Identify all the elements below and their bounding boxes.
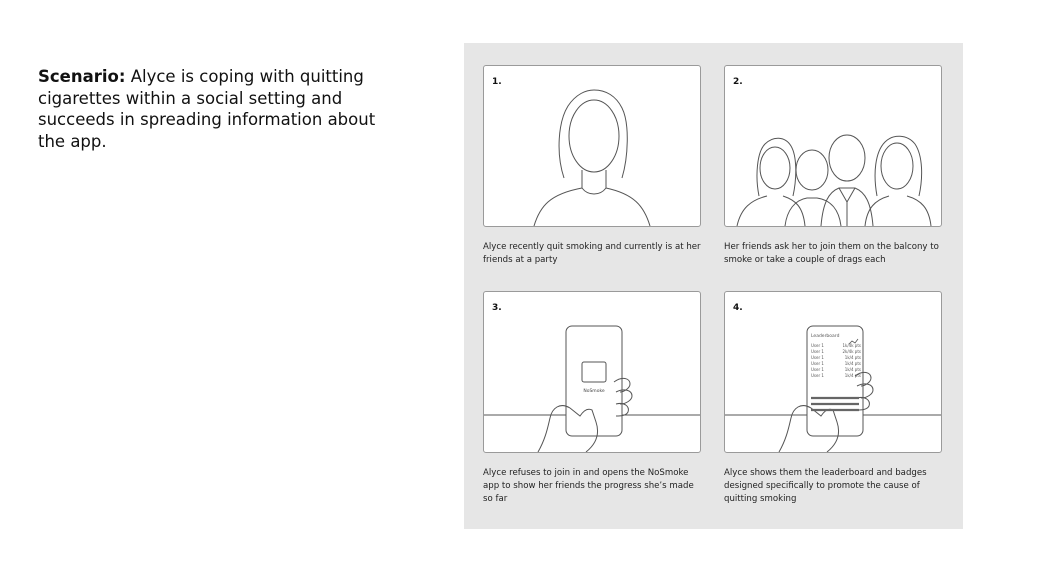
woman-portrait-illustration <box>484 66 700 226</box>
leaderboard-screen <box>811 334 861 379</box>
leaderboard-row <box>811 373 861 379</box>
scenario-label: Scenario: <box>38 67 126 86</box>
leaderboard-score: 2k/4k pts <box>842 349 861 354</box>
leaderboard-user: User 1 <box>811 343 824 348</box>
panel-number: 4. <box>733 303 743 313</box>
leaderboard-user: User 1 <box>811 349 824 354</box>
storyboard-panel-1 <box>483 65 701 227</box>
leaderboard-title: Leaderboard <box>811 334 840 339</box>
storyboard-panel-2 <box>724 65 942 227</box>
leaderboard-score: 1k/4 pts <box>844 367 861 372</box>
panel-number: 2. <box>733 77 743 87</box>
panel-number: 3. <box>492 303 502 313</box>
leaderboard-user: User 1 <box>811 361 824 366</box>
leaderboard-user: User 1 <box>811 367 824 372</box>
storyboard-panel-4 <box>724 291 942 453</box>
scenario-text <box>38 66 398 152</box>
panel-caption: Alyce refuses to join in and opens the NoSmoke app to show her friends the progress she’s made so far <box>483 468 694 504</box>
storyboard <box>464 43 963 529</box>
phone-in-hand-illustration <box>484 292 700 452</box>
panel-caption: Alyce recently quit smoking and currently is at her friends at a party <box>483 242 701 265</box>
leaderboard-score: 1k/4 pts <box>844 373 861 378</box>
leaderboard-score: 1k/4k pts <box>842 343 861 348</box>
panel-caption: Alyce shows them the leaderboard and badges designed specifically to promote the cause of quitting smoking <box>724 468 927 504</box>
scenario-description: Alyce is coping with quitting cigarettes within a social setting and succeeds in spreading information about the app. <box>38 67 376 151</box>
leaderboard-user: User 1 <box>811 373 824 378</box>
group-of-friends-illustration <box>725 66 941 226</box>
storyboard-panel-3 <box>483 291 701 453</box>
leaderboard-score: 1k/4 pts <box>844 361 861 366</box>
leaderboard-user: User 1 <box>811 355 824 360</box>
panel-caption: Her friends ask her to join them on the balcony to smoke or take a couple of drags each <box>724 242 939 265</box>
leaderboard-score: 1k/4 pts <box>844 355 861 360</box>
panel-number: 1. <box>492 77 502 87</box>
app-name-label: NoSmoke <box>583 389 605 394</box>
